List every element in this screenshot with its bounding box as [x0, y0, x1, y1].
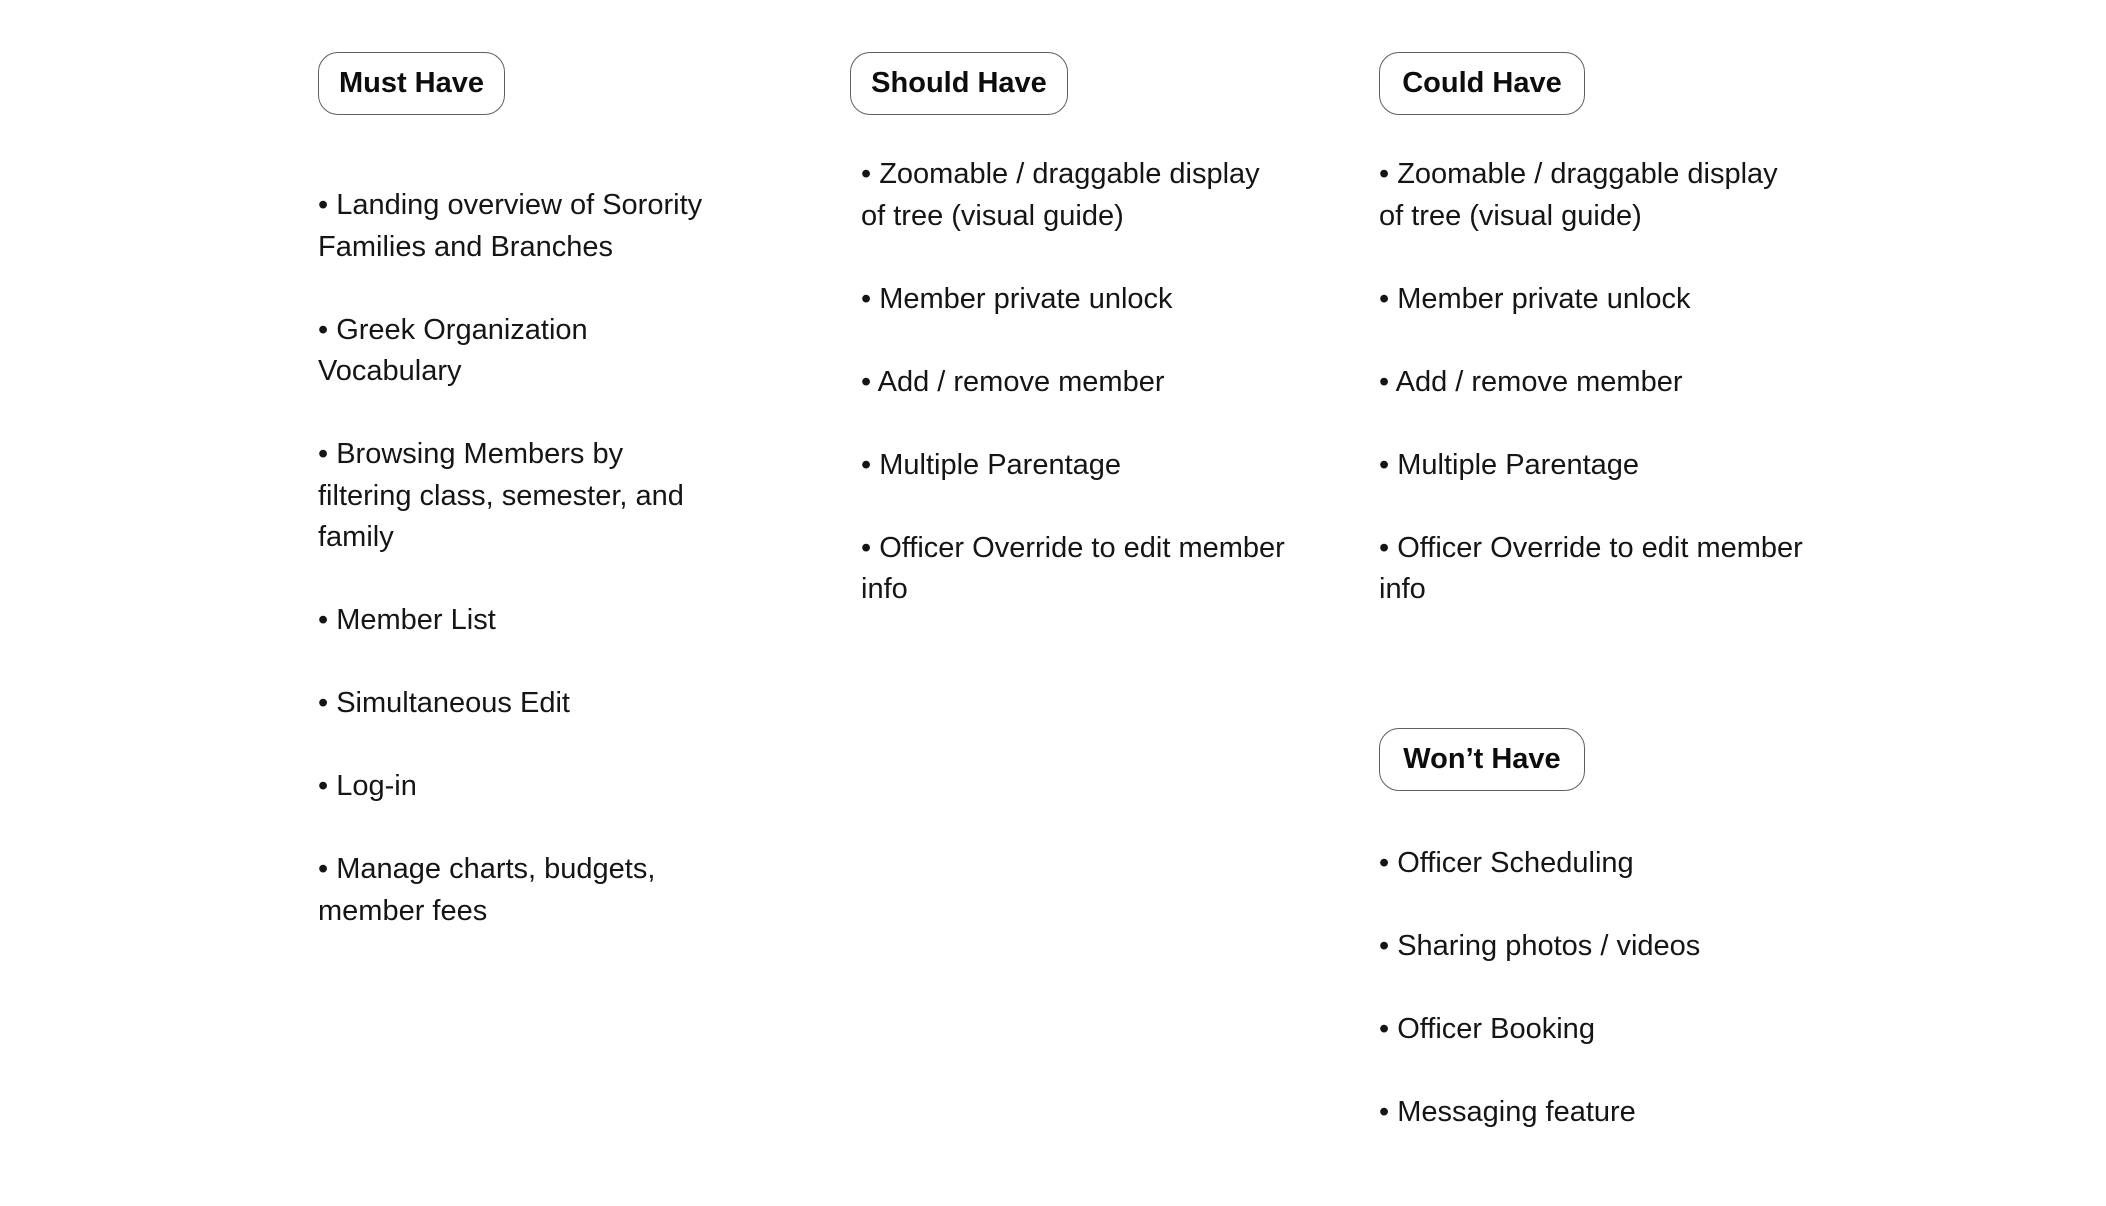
- list-item: • Zoomable / draggable display of tree (visual guide): [1379, 158, 1778, 232]
- list-item: • Member private unlock: [861, 282, 1173, 315]
- list-item: • Greek Organization Vocabulary: [318, 313, 588, 387]
- list-item: • Browsing Members by filtering class, semester, and family: [318, 438, 684, 553]
- list-item: • Landing overview of Sorority Families and Branches: [318, 189, 703, 263]
- list-item: • Sharing photos / videos: [1379, 930, 1701, 962]
- must-have-label: Must Have: [318, 52, 505, 115]
- list-item: • Multiple Parentage: [861, 448, 1122, 481]
- must-have-list: [318, 185, 718, 932]
- list-item: • Add / remove member: [1379, 365, 1683, 398]
- list-item: • Officer Scheduling: [1379, 847, 1634, 879]
- should-have-list: [861, 154, 1291, 611]
- list-item: • Simultaneous Edit: [318, 687, 570, 719]
- list-item: • Manage charts, budgets, member fees: [318, 853, 656, 927]
- list-item: • Messaging feature: [1379, 1096, 1636, 1128]
- list-item: • Member private unlock: [1379, 282, 1691, 315]
- list-item: • Log-in: [318, 770, 417, 802]
- list-item: • Zoomable / draggable display of tree (visual guide): [861, 158, 1260, 232]
- list-item: • Multiple Parentage: [1379, 448, 1640, 481]
- list-item: • Officer Booking: [1379, 1013, 1595, 1045]
- could-have-list: [1379, 154, 1809, 611]
- list-item: • Officer Override to edit member info: [1379, 531, 1803, 605]
- wont-have-list: [1379, 843, 1809, 1134]
- list-item: • Officer Override to edit member info: [861, 531, 1285, 605]
- wont-have-label: Won’t Have: [1379, 728, 1585, 791]
- list-item: • Member List: [318, 604, 496, 636]
- should-have-label: Should Have: [850, 52, 1068, 115]
- could-have-label: Could Have: [1379, 52, 1585, 115]
- list-item: • Add / remove member: [861, 365, 1165, 398]
